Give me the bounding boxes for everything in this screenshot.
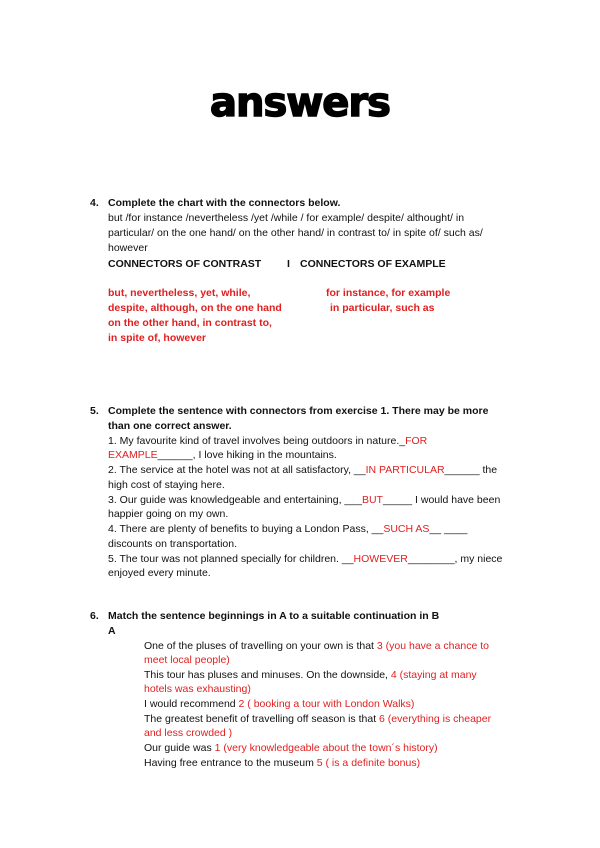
answer: HOWEVER (353, 553, 408, 565)
q4-connectors-line: but /for instance /nevertheless /yet /while / for example/ despite/ althought/ in (108, 212, 465, 224)
contrast-answer: but, nevertheless, yet, while, (108, 287, 251, 299)
match-2-cont: hotels was exhausting) (144, 683, 251, 695)
q5-heading-line: Complete the sentence with connectors from exercise 1. There may be more (108, 405, 489, 417)
answer: IN PARTICULAR (365, 464, 445, 476)
q4-heading: Complete the chart with the connectors below. (108, 197, 341, 209)
q4-number: 4. (90, 197, 99, 209)
match-3: I would recommend 2 ( booking a tour with London Walks) (144, 698, 415, 710)
answer: 1 (very knowledgeable about the town´s history) (214, 742, 438, 754)
contrast-answer: on the other hand, in contrast to, (108, 317, 272, 329)
example-answer: in particular, such as (330, 302, 435, 314)
q6-number: 6. (90, 610, 99, 622)
contrast-column-header: CONNECTORS OF CONTRAST (108, 258, 262, 270)
contrast-answer: despite, although, on the one hand (108, 302, 282, 314)
answer: 4 (staying at many (390, 669, 477, 681)
match-1-cont: meet local people) (144, 654, 230, 666)
page-title: answers (210, 80, 390, 126)
q6-heading: Match the sentence beginnings in A to a suitable continuation in B (108, 610, 440, 622)
sentence-5-line1: 5. The tour was not planned specially for children. __HOWEVER________, my niece (108, 553, 503, 565)
answer: FOR (405, 435, 428, 447)
q5-number: 5. (90, 405, 99, 417)
example-answer: for instance, for example (326, 287, 451, 299)
answer: 3 (you have a chance to (376, 640, 489, 652)
answer: 2 ( booking a tour with London Walks) (238, 698, 415, 710)
match-4: The greatest benefit of travelling off season is that 6 (everything is cheaper (144, 713, 492, 725)
answer: 5 ( is a definite bonus) (316, 757, 421, 769)
match-2: This tour has pluses and minuses. On the downside, 4 (staying at many (144, 669, 477, 681)
sentence-1-line2: EXAMPLE______, I love hiking in the mountains. (108, 449, 337, 461)
answer: BUT (361, 494, 383, 506)
match-4-cont: and less crowded ) (144, 727, 233, 739)
q4-connectors-line: particular/ on the one hand/ on the other hand/ in contrast to/ in spite of/ such as/ (108, 227, 483, 239)
column-a-label: A (108, 625, 116, 637)
sentence-1-line1: 1. My favourite kind of travel involves being outdoors in nature._FOR (108, 435, 428, 447)
sentence-2-line1: 2. The service at the hotel was not at all satisfactory, __IN PARTICULAR______ the (108, 464, 498, 476)
sentence-4-line2: discounts on transportation. (108, 538, 237, 550)
answer: 6 (everything is cheaper (379, 713, 492, 725)
q4-connectors-line: however (108, 242, 148, 254)
sentence-3-line1: 3. Our guide was knowledgeable and entertaining, ___BUT_____ I would have been (108, 494, 501, 506)
match-5: Our guide was 1 (very knowledgeable about the town´s history) (144, 742, 438, 754)
match-1: One of the pluses of travelling on your own is that 3 (you have a chance to (144, 640, 489, 652)
contrast-answer: in spite of, however (108, 332, 207, 344)
example-column-header: CONNECTORS OF EXAMPLE (300, 258, 446, 270)
match-6: Having free entrance to the museum 5 ( is a definite bonus) (144, 757, 421, 769)
column-separator: I (287, 258, 290, 270)
sentence-3-line2: happier going on my own. (108, 508, 229, 520)
sentence-5-line2: enjoyed every minute. (108, 567, 211, 579)
answer: EXAMPLE (108, 449, 158, 461)
sentence-2-line2: high cost of staying here. (108, 479, 225, 491)
answer: SUCH AS (383, 523, 430, 535)
q5-heading-line: than one correct answer. (108, 420, 232, 432)
sentence-4-line1: 4. There are plenty of benefits to buying a London Pass, __SUCH AS__ ____ (108, 523, 468, 535)
